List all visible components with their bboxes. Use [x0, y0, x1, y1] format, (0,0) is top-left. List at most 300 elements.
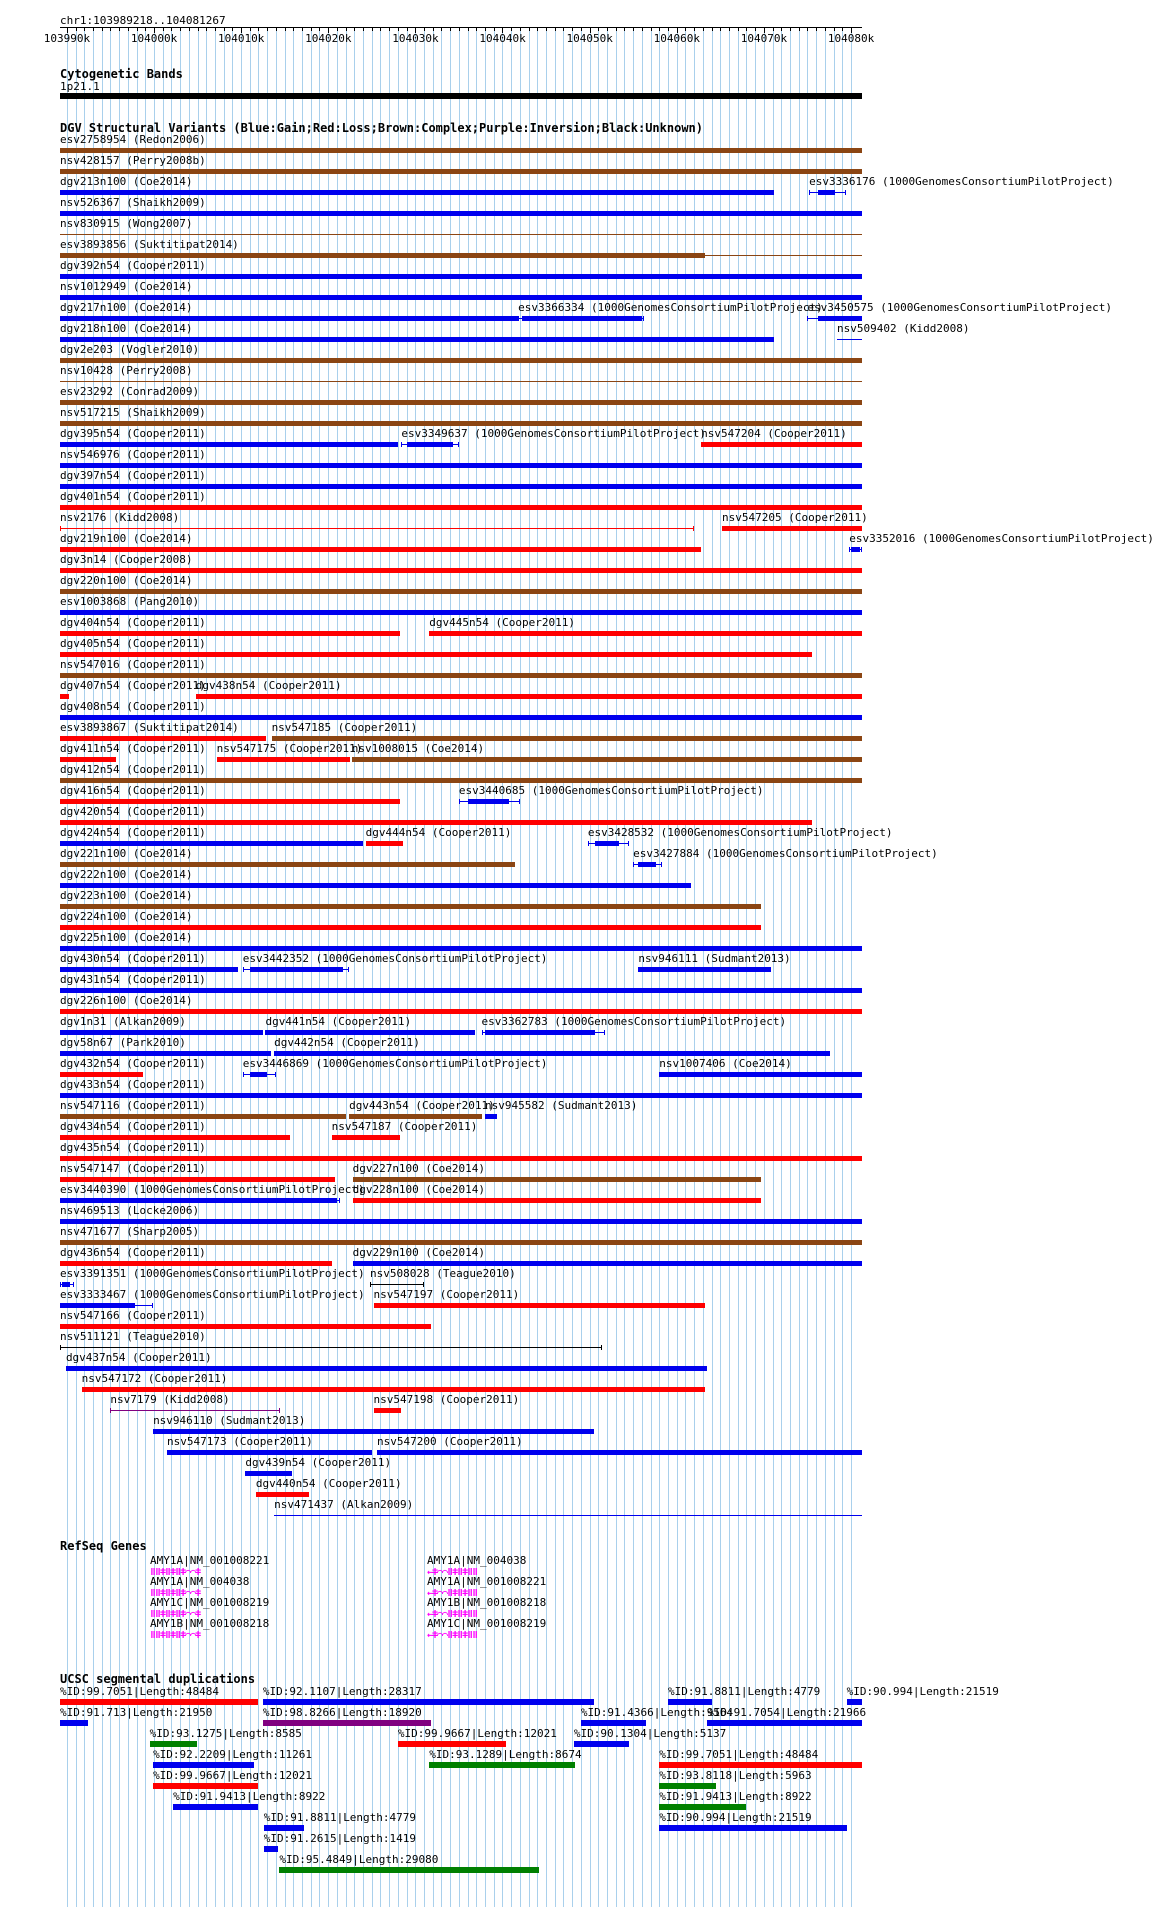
dgv-feature-bar[interactable]	[851, 547, 860, 552]
segdup-bar[interactable]	[60, 1720, 88, 1726]
dgv-feature-bar[interactable]	[60, 589, 862, 594]
dgv-feature-bar[interactable]	[60, 883, 691, 888]
segdup-bar[interactable]	[668, 1699, 712, 1705]
dgv-feature-bar[interactable]	[217, 757, 350, 762]
dgv-feature-label[interactable]: dgv2e203 (Vogler2010)	[60, 343, 200, 356]
ruler-minor-tick	[651, 28, 652, 31]
refseq-gene-label[interactable]: AMY1B|NM_001008218	[150, 1617, 270, 1630]
dgv-feature-bar[interactable]	[60, 358, 862, 363]
dgv-feature-label[interactable]: nsv945582 (Sudmant2013)	[485, 1099, 638, 1112]
dgv-feature-label[interactable]: esv2758954 (Redon2006)	[60, 133, 206, 146]
dgv-feature-bar[interactable]	[377, 1450, 862, 1455]
dgv-feature-label[interactable]: dgv412n54 (Cooper2011)	[60, 763, 206, 776]
segdup-label[interactable]: %ID:91.9413|Length:8922	[659, 1790, 812, 1803]
segdup-label[interactable]: %ID:98.8266|Length:18920	[262, 1706, 422, 1719]
segdup-bar[interactable]	[264, 1825, 304, 1831]
dgv-feature-label[interactable]: esv23292 (Conrad2009)	[60, 385, 200, 398]
dgv-feature-label[interactable]: nsv830915 (Wong2007)	[60, 217, 193, 230]
segdup-label[interactable]: %ID:91.8811|Length:4779	[263, 1811, 417, 1824]
dgv-feature-label[interactable]: dgv226n100 (Coe2014)	[60, 994, 193, 1007]
segdup-bar[interactable]	[153, 1762, 254, 1768]
segdup-label[interactable]: %ID:99.7051|Length:48484	[60, 1685, 219, 1698]
dgv-feature-label[interactable]: dgv445n54 (Cooper2011)	[429, 616, 575, 629]
dgv-feature-label[interactable]: dgv443n54 (Cooper2011)	[349, 1099, 495, 1112]
dgv-feature-label[interactable]: dgv404n54 (Cooper2011)	[60, 616, 206, 629]
dgv-feature-label[interactable]: dgv434n54 (Cooper2011)	[60, 1120, 206, 1133]
dgv-feature-label[interactable]: nsv547185 (Cooper2011)	[271, 721, 418, 734]
dgv-feature-label[interactable]: nsv547016 (Cooper2011)	[60, 658, 206, 671]
dgv-feature-label[interactable]: esv3428532 (1000GenomesConsortiumPilotProject)	[587, 826, 893, 839]
segdup-bar[interactable]	[659, 1783, 716, 1789]
dgv-feature-bar[interactable]	[60, 1093, 862, 1098]
ruler-minor-tick	[546, 28, 547, 31]
dgv-feature-bar[interactable]	[60, 925, 761, 930]
dgv-feature-label[interactable]: nsv547204 (Cooper2011)	[701, 427, 847, 440]
dgv-feature-label[interactable]: dgv217n100 (Coe2014)	[60, 301, 193, 314]
dgv-feature-bar[interactable]	[60, 274, 862, 279]
dgv-feature-bar[interactable]	[153, 1429, 594, 1434]
segdup-bar[interactable]	[659, 1762, 862, 1768]
dgv-feature-line[interactable]	[274, 1515, 862, 1516]
dgv-feature-label[interactable]: dgv220n100 (Coe2014)	[60, 574, 193, 587]
dgv-feature-bar[interactable]	[485, 1114, 497, 1119]
refseq-gene-model[interactable]: ǁǁǂǁǂǁǂ⌒⌒ǂ	[150, 1630, 201, 1641]
dgv-feature-label[interactable]: esv3427884 (1000GenomesConsortiumPilotProject)	[633, 847, 938, 860]
dgv-feature-label[interactable]: esv3440685 (1000GenomesConsortiumPilotProject)	[458, 784, 764, 797]
dgv-feature-bar[interactable]	[60, 484, 862, 489]
dgv-feature-bar[interactable]	[60, 295, 862, 300]
dgv-feature-bar[interactable]	[60, 757, 116, 762]
dgv-feature-cap	[279, 1408, 280, 1413]
dgv-feature-bar[interactable]	[60, 694, 69, 699]
dgv-feature-label[interactable]: dgv433n54 (Cooper2011)	[60, 1078, 206, 1091]
dgv-feature-label[interactable]: nsv546976 (Cooper2011)	[60, 448, 206, 461]
ruler-minor-tick	[633, 28, 634, 31]
ruler-minor-tick	[624, 28, 625, 31]
dgv-feature-bar[interactable]	[250, 967, 343, 972]
ruler-tick-label: 104080k	[827, 32, 875, 45]
dgv-feature-label[interactable]: dgv416n54 (Cooper2011)	[60, 784, 206, 797]
segdup-label[interactable]: %ID:99.7051|Length:48484	[659, 1748, 819, 1761]
dgv-feature-bar[interactable]	[818, 316, 862, 321]
dgv-feature-bar[interactable]	[60, 568, 862, 573]
dgv-feature-cap	[482, 1030, 483, 1035]
segdup-label[interactable]: %ID:90.994|Length:21519	[659, 1811, 812, 1824]
dgv-feature-cap	[588, 841, 589, 846]
refseq-gene-model[interactable]: ǁǁǂǁǂǁǂ⌒⌒ǂ	[150, 1567, 201, 1578]
dgv-feature-label[interactable]: dgv431n54 (Cooper2011)	[60, 973, 206, 986]
dgv-feature-label[interactable]: nsv471677 (Sharp2005)	[60, 1225, 200, 1238]
dgv-feature-bar[interactable]	[250, 1072, 267, 1077]
ruler-minor-tick	[258, 28, 259, 31]
segdup-bar[interactable]	[574, 1741, 629, 1747]
dgv-feature-bar[interactable]	[374, 1408, 402, 1413]
segdup-label[interactable]: %ID:91.8811|Length:4779	[667, 1685, 821, 1698]
dgv-feature-bar[interactable]	[60, 1156, 862, 1161]
dgv-feature-label[interactable]: esv3336176 (1000GenomesConsortiumPilotProject)	[809, 175, 1114, 188]
cytoband-1p21-1[interactable]	[60, 93, 862, 99]
dgv-feature-label[interactable]: dgv229n100 (Coe2014)	[352, 1246, 486, 1259]
dgv-feature-label[interactable]: nsv10428 (Perry2008)	[60, 364, 193, 377]
dgv-feature-cap	[243, 967, 244, 972]
segdup-label[interactable]: %ID:91.4366|Length:9564	[580, 1706, 734, 1719]
dgv-feature-label[interactable]: esv3442352 (1000GenomesConsortiumPilotProject)	[242, 952, 548, 965]
dgv-feature-bar[interactable]	[60, 337, 774, 342]
segdup-label[interactable]: %ID:93.8118|Length:5963	[659, 1769, 812, 1782]
cytoband-track-title: Cytogenetic Bands	[60, 67, 183, 81]
dgv-feature-bar[interactable]	[60, 400, 862, 405]
dgv-feature-bar[interactable]	[60, 505, 862, 510]
dgv-feature-bar[interactable]	[60, 190, 774, 195]
dgv-feature-label[interactable]: nsv547175 (Cooper2011)	[216, 742, 363, 755]
segdup-label[interactable]: %ID:95.4849|Length:29080	[279, 1853, 439, 1866]
dgv-feature-label[interactable]: dgv424n54 (Cooper2011)	[60, 826, 206, 839]
segdup-bar[interactable]	[153, 1783, 258, 1789]
dgv-feature-label[interactable]: esv3366334 (1000GenomesConsortiumPilotProject)	[518, 301, 823, 314]
ruler-minor-tick	[380, 28, 381, 31]
dgv-feature-label[interactable]: nsv547197 (Cooper2011)	[373, 1288, 520, 1301]
dgv-feature-label[interactable]: dgv436n54 (Cooper2011)	[60, 1246, 206, 1259]
dgv-feature-label[interactable]: esv3450575 (1000GenomesConsortiumPilotProject)	[807, 301, 1113, 314]
dgv-feature-cap	[60, 526, 61, 531]
dgv-feature-label[interactable]: esv3362783 (1000GenomesConsortiumPilotProject)	[481, 1015, 787, 1028]
dgv-feature-bar[interactable]	[60, 1198, 337, 1203]
dgv-feature-label[interactable]: dgv213n100 (Coe2014)	[60, 175, 193, 188]
dgv-feature-bar[interactable]	[60, 1240, 862, 1245]
dgv-feature-bar[interactable]	[60, 1177, 335, 1182]
dgv-feature-bar[interactable]	[60, 841, 363, 846]
dgv-feature-label[interactable]: esv3893856 (Suktitipat2014)	[60, 238, 239, 251]
refseq-gene-model[interactable]: ←ǂ⌒⌒ǁǂǁǂǁǁ	[427, 1609, 478, 1620]
dgv-feature-bar[interactable]	[485, 1030, 595, 1035]
segdup-bar[interactable]	[429, 1762, 575, 1768]
dgv-feature-bar[interactable]	[60, 421, 862, 426]
dgv-feature-bar[interactable]	[60, 1324, 431, 1329]
dgv-feature-label[interactable]: dgv224n100 (Coe2014)	[60, 910, 193, 923]
dgv-feature-bar[interactable]	[522, 316, 642, 321]
dgv-feature-bar[interactable]	[352, 757, 862, 762]
dgv-feature-bar[interactable]	[60, 442, 398, 447]
segdup-bar[interactable]	[659, 1825, 847, 1831]
dgv-feature-bar[interactable]	[60, 1030, 263, 1035]
segdup-bar[interactable]	[150, 1741, 198, 1747]
ruler-minor-tick	[441, 28, 442, 31]
ruler-minor-tick	[834, 28, 835, 31]
segdup-label[interactable]: %ID:93.1289|Length:8674	[429, 1748, 582, 1761]
dgv-feature-label[interactable]: esv3446869 (1000GenomesConsortiumPilotProject)	[242, 1057, 548, 1070]
dgv-feature-cap	[518, 316, 519, 321]
dgv-feature-label[interactable]: esv3440390 (1000GenomesConsortiumPilotProject)	[60, 1183, 365, 1196]
dgv-feature-bar[interactable]	[82, 1387, 706, 1392]
refseq-gene-label[interactable]: AMY1A|NM_004038	[427, 1554, 527, 1567]
dgv-feature-label[interactable]: nsv428157 (Perry2008b)	[60, 154, 206, 167]
segdup-label[interactable]: %ID:90.994|Length:21519	[846, 1685, 999, 1698]
dgv-feature-bar[interactable]	[60, 652, 812, 657]
dgv-feature-bar[interactable]	[66, 1366, 707, 1371]
dgv-feature-bar[interactable]	[353, 1261, 862, 1266]
ruler-minor-tick	[450, 28, 451, 31]
dgv-feature-bar[interactable]	[60, 799, 400, 804]
dgv-feature-label[interactable]: dgv435n54 (Cooper2011)	[60, 1141, 206, 1154]
segdup-bar[interactable]	[263, 1720, 431, 1726]
ruler-minor-tick	[459, 28, 460, 31]
dgv-feature-label[interactable]: esv3349637 (1000GenomesConsortiumPilotProject)	[401, 427, 707, 440]
dgv-feature-label[interactable]: nsv1012949 (Coe2014)	[60, 280, 193, 293]
dgv-feature-label[interactable]: dgv222n100 (Coe2014)	[60, 868, 193, 881]
dgv-feature-bar[interactable]	[60, 967, 238, 972]
dgv-feature-bar[interactable]	[659, 1072, 862, 1077]
dgv-feature-cap	[401, 442, 402, 447]
dgv-feature-bar[interactable]	[595, 841, 619, 846]
dgv-feature-label[interactable]: dgv444n54 (Cooper2011)	[365, 826, 512, 839]
refseq-gene-model[interactable]: ←ǂ⌒⌒ǁǂǁǂǁǁ	[427, 1567, 478, 1578]
dgv-feature-bar[interactable]	[60, 904, 761, 909]
dgv-feature-label[interactable]: nsv946111 (Sudmant2013)	[638, 952, 791, 965]
refseq-gene-label[interactable]: AMY1A|NM_004038	[150, 1575, 250, 1588]
dgv-feature-label[interactable]: dgv223n100 (Coe2014)	[60, 889, 193, 902]
dgv-feature-bar[interactable]	[60, 820, 812, 825]
refseq-gene-label[interactable]: AMY1B|NM_001008218	[427, 1596, 547, 1609]
dgv-feature-line[interactable]	[60, 528, 694, 529]
segdup-label[interactable]: %ID:90.1304|Length:5137	[573, 1727, 727, 1740]
dgv-feature-label[interactable]: nsv511121 (Teague2010)	[60, 1330, 206, 1343]
dgv-feature-label[interactable]: esv1003868 (Pang2010)	[60, 595, 200, 608]
dgv-feature-bar[interactable]	[60, 673, 862, 678]
dgv-feature-bar[interactable]	[256, 1492, 309, 1497]
ruler-minor-tick	[694, 28, 695, 31]
dgv-feature-line[interactable]	[60, 234, 862, 235]
dgv-feature-label[interactable]: dgv441n54 (Cooper2011)	[265, 1015, 412, 1028]
dgv-feature-label[interactable]: nsv526367 (Shaikh2009)	[60, 196, 206, 209]
dgv-feature-label[interactable]: nsv547172 (Cooper2011)	[81, 1372, 228, 1385]
dgv-feature-bar[interactable]	[60, 1135, 290, 1140]
dgv-feature-label[interactable]: nsv547116 (Cooper2011)	[60, 1099, 206, 1112]
dgv-feature-bar[interactable]	[62, 1282, 71, 1287]
dgv-feature-bar[interactable]	[60, 610, 862, 615]
dgv-feature-bar[interactable]	[245, 1471, 291, 1476]
dgv-feature-label[interactable]: nsv509402 (Kidd2008)	[837, 322, 970, 335]
segdup-label[interactable]: %ID:93.1275|Length:8585	[149, 1727, 302, 1740]
dgv-feature-label[interactable]: dgv227n100 (Coe2014)	[352, 1162, 486, 1175]
dgv-feature-bar[interactable]	[60, 715, 862, 720]
dgv-feature-bar[interactable]	[638, 862, 655, 867]
dgv-feature-bar[interactable]	[60, 946, 862, 951]
dgv-feature-bar[interactable]	[332, 1135, 400, 1140]
ruler-minor-tick	[110, 28, 111, 31]
segdup-label[interactable]: %ID:92.1107|Length:28317	[262, 1685, 422, 1698]
dgv-feature-label[interactable]: nsv547147 (Cooper2011)	[60, 1162, 206, 1175]
dgv-feature-label[interactable]: dgv430n54 (Cooper2011)	[60, 952, 206, 965]
dgv-feature-label[interactable]: dgv392n54 (Cooper2011)	[60, 259, 206, 272]
segdup-bar[interactable]	[264, 1846, 278, 1852]
segdup-bar[interactable]	[173, 1804, 258, 1810]
segdup-bar[interactable]	[398, 1741, 506, 1747]
dgv-feature-bar[interactable]	[60, 1051, 271, 1056]
dgv-feature-label[interactable]: dgv438n54 (Cooper2011)	[195, 679, 342, 692]
dgv-feature-bar[interactable]	[722, 526, 862, 531]
ruler-minor-tick	[720, 28, 721, 31]
dgv-feature-label[interactable]: dgv395n54 (Cooper2011)	[60, 427, 206, 440]
ruler-minor-tick	[145, 28, 146, 31]
refseq-gene-model[interactable]: ←ǂ⌒⌒ǁǂǁǂǁǁ	[427, 1588, 478, 1599]
dgv-feature-cap	[628, 841, 629, 846]
dgv-feature-bar[interactable]	[60, 736, 266, 741]
dgv-feature-bar[interactable]	[60, 778, 862, 783]
dgv-feature-line[interactable]	[837, 339, 862, 340]
refseq-gene-label[interactable]: AMY1A|NM_001008221	[427, 1575, 547, 1588]
segdup-bar[interactable]	[581, 1720, 646, 1726]
dgv-feature-label[interactable]: nsv547198 (Cooper2011)	[373, 1393, 520, 1406]
ruler-minor-tick	[215, 28, 216, 31]
ruler-minor-tick	[581, 28, 582, 31]
dgv-feature-bar[interactable]	[60, 988, 862, 993]
segdup-bar[interactable]	[263, 1699, 594, 1705]
dgv-feature-bar[interactable]	[60, 463, 862, 468]
dgv-feature-bar[interactable]	[60, 1261, 332, 1266]
segdup-label[interactable]: %ID:91.2615|Length:1419	[263, 1832, 417, 1845]
dgv-feature-label[interactable]: nsv2176 (Kidd2008)	[60, 511, 180, 524]
dgv-feature-bar[interactable]	[60, 1303, 135, 1308]
dgv-feature-bar[interactable]	[818, 190, 835, 195]
ruler-minor-tick	[616, 28, 617, 31]
dgv-feature-label[interactable]: dgv407n54 (Cooper2011)	[60, 679, 206, 692]
dgv-feature-bar[interactable]	[60, 547, 701, 552]
dgv-feature-label[interactable]: dgv218n100 (Coe2014)	[60, 322, 193, 335]
dgv-feature-label[interactable]: nsv517215 (Shaikh2009)	[60, 406, 206, 419]
segdup-label[interactable]: %ID:92.2209|Length:11261	[153, 1748, 313, 1761]
dgv-feature-bar[interactable]	[272, 736, 862, 741]
dgv-feature-label[interactable]: dgv420n54 (Cooper2011)	[60, 805, 206, 818]
dgv-feature-bar[interactable]	[274, 1051, 830, 1056]
dgv-feature-label[interactable]: dgv437n54 (Cooper2011)	[65, 1351, 212, 1364]
dgv-feature-bar[interactable]	[60, 1114, 346, 1119]
dgv-feature-label[interactable]: dgv219n100 (Coe2014)	[60, 532, 193, 545]
dgv-feature-label[interactable]: nsv1008015 (Coe2014)	[351, 742, 485, 755]
position-readout: chr1:103989218..104081267	[60, 14, 226, 27]
dgv-feature-bar[interactable]	[60, 148, 862, 153]
segdup-bar[interactable]	[60, 1699, 258, 1705]
dgv-feature-bar[interactable]	[60, 1009, 862, 1014]
refseq-gene-model[interactable]: ←ǂ⌒⌒ǁǂǁǂǁǁ	[427, 1630, 478, 1641]
dgv-feature-bar[interactable]	[374, 1303, 706, 1308]
dgv-feature-bar[interactable]	[638, 967, 770, 972]
dgv-feature-label[interactable]: esv3893867 (Suktitipat2014)	[60, 721, 239, 734]
dgv-feature-bar[interactable]	[60, 169, 862, 174]
dgv-feature-label[interactable]: dgv411n54 (Cooper2011)	[60, 742, 206, 755]
segdup-label[interactable]: %ID:91.9413|Length:8922	[173, 1790, 326, 1803]
segdup-label[interactable]: %ID:99.9667|Length:12021	[153, 1769, 313, 1782]
dgv-feature-label[interactable]: esv3333467 (1000GenomesConsortiumPilotProject)	[60, 1288, 365, 1301]
dgv-feature-bar[interactable]	[196, 694, 862, 699]
dgv-feature-bar[interactable]	[429, 631, 862, 636]
dgv-feature-line[interactable]	[60, 1347, 602, 1348]
dgv-feature-label[interactable]: dgv439n54 (Cooper2011)	[245, 1456, 392, 1469]
dgv-feature-bar[interactable]	[353, 1198, 762, 1203]
segdup-label[interactable]: %ID:99.9667|Length:12021	[397, 1727, 557, 1740]
segdup-label[interactable]: %ID:91.7054|Length:21966	[707, 1706, 867, 1719]
dgv-feature-label[interactable]: dgv442n54 (Cooper2011)	[274, 1036, 420, 1049]
dgv-feature-label[interactable]: nsv547187 (Cooper2011)	[331, 1120, 478, 1133]
dgv-feature-label[interactable]: nsv946110 (Sudmant2013)	[153, 1414, 306, 1427]
dgv-feature-bar[interactable]	[60, 1072, 143, 1077]
dgv-feature-bar[interactable]	[60, 631, 400, 636]
dgv-feature-label[interactable]: dgv3n14 (Cooper2008)	[60, 553, 193, 566]
dgv-feature-line[interactable]	[60, 381, 862, 382]
dgv-feature-label[interactable]: dgv432n54 (Cooper2011)	[60, 1057, 206, 1070]
segdup-bar[interactable]	[847, 1699, 862, 1705]
dgv-feature-label[interactable]: nsv547205 (Cooper2011)	[722, 511, 868, 524]
refseq-gene-model[interactable]: ǁǁǂǁǂǁǂ⌒⌒ǂ	[150, 1609, 201, 1620]
dgv-feature-label[interactable]: dgv58n67 (Park2010)	[60, 1036, 186, 1049]
dgv-feature-label[interactable]: dgv1n31 (Alkan2009)	[60, 1015, 186, 1028]
dgv-feature-label[interactable]: nsv469513 (Locke2006)	[60, 1204, 200, 1217]
dgv-feature-label[interactable]: nsv508028 (Teague2010)	[370, 1267, 516, 1280]
dgv-feature-line[interactable]	[705, 255, 862, 256]
dgv-feature-label[interactable]: nsv7179 (Kidd2008)	[110, 1393, 230, 1406]
dgv-feature-bar[interactable]	[349, 1114, 481, 1119]
segdup-bar[interactable]	[707, 1720, 862, 1726]
dgv-feature-label[interactable]: nsv471437 (Alkan2009)	[274, 1498, 414, 1511]
dgv-feature-bar[interactable]	[60, 316, 518, 321]
dgv-feature-bar[interactable]	[366, 841, 403, 846]
dgv-feature-label[interactable]: dgv225n100 (Coe2014)	[60, 931, 193, 944]
dgv-feature-bar[interactable]	[265, 1030, 474, 1035]
ruler-minor-tick	[224, 28, 225, 31]
dgv-feature-bar[interactable]	[167, 1450, 372, 1455]
ruler-tick-label: 104020k	[305, 32, 352, 45]
dgv-feature-bar[interactable]	[60, 253, 705, 258]
dgv-feature-label[interactable]: nsv1007406 (Coe2014)	[659, 1057, 792, 1070]
dgv-feature-cap	[633, 862, 634, 867]
refseq-gene-label[interactable]: AMY1C|NM_001008219	[427, 1617, 547, 1630]
dgv-feature-label[interactable]: esv3391351 (1000GenomesConsortiumPilotProject)	[60, 1267, 365, 1280]
dgv-feature-label[interactable]: nsv547200 (Cooper2011)	[376, 1435, 523, 1448]
ruler-minor-tick	[729, 28, 730, 31]
dgv-feature-line[interactable]	[110, 1410, 280, 1411]
dgv-feature-label[interactable]: dgv401n54 (Cooper2011)	[60, 490, 206, 503]
segdup-bar[interactable]	[279, 1867, 539, 1873]
segdup-bar[interactable]	[659, 1804, 746, 1810]
dgv-feature-label[interactable]: esv3352016 (1000GenomesConsortiumPilotProject)	[849, 532, 1154, 545]
ruler-tick-label: 104000k	[130, 32, 178, 45]
refseq-gene-label[interactable]: AMY1A|NM_001008221	[150, 1554, 270, 1567]
dgv-feature-label[interactable]: nsv547166 (Cooper2011)	[60, 1309, 206, 1322]
dgv-feature-bar[interactable]	[60, 862, 515, 867]
dgv-feature-bar[interactable]	[407, 442, 453, 447]
dgv-feature-label[interactable]: dgv440n54 (Cooper2011)	[255, 1477, 402, 1490]
dgv-feature-bar[interactable]	[701, 442, 862, 447]
ruler-minor-tick	[816, 28, 817, 31]
dgv-feature-label[interactable]: nsv547173 (Cooper2011)	[167, 1435, 313, 1448]
ruler-minor-tick	[738, 28, 739, 31]
dgv-feature-bar[interactable]	[60, 211, 862, 216]
dgv-feature-label[interactable]: dgv397n54 (Cooper2011)	[60, 469, 206, 482]
ruler-minor-tick	[76, 28, 77, 31]
dgv-feature-label[interactable]: dgv221n100 (Coe2014)	[60, 847, 193, 860]
dgv-feature-bar[interactable]	[353, 1177, 762, 1182]
ruler-minor-tick	[842, 28, 843, 31]
refseq-gene-model[interactable]: ǁǁǂǁǂǁǂ⌒⌒ǂ	[150, 1588, 201, 1599]
dgv-feature-label[interactable]: dgv408n54 (Cooper2011)	[60, 700, 206, 713]
dgv-feature-cap	[693, 526, 694, 531]
dgv-feature-line[interactable]	[370, 1284, 424, 1285]
dgv-feature-bar[interactable]	[60, 1219, 862, 1224]
dgv-feature-bar[interactable]	[468, 799, 510, 804]
segdup-label[interactable]: %ID:91.713|Length:21950	[60, 1706, 213, 1719]
refseq-gene-label[interactable]: AMY1C|NM_001008219	[150, 1596, 270, 1609]
dgv-feature-label[interactable]: dgv228n100 (Coe2014)	[352, 1183, 486, 1196]
dgv-feature-label[interactable]: dgv405n54 (Cooper2011)	[60, 637, 206, 650]
